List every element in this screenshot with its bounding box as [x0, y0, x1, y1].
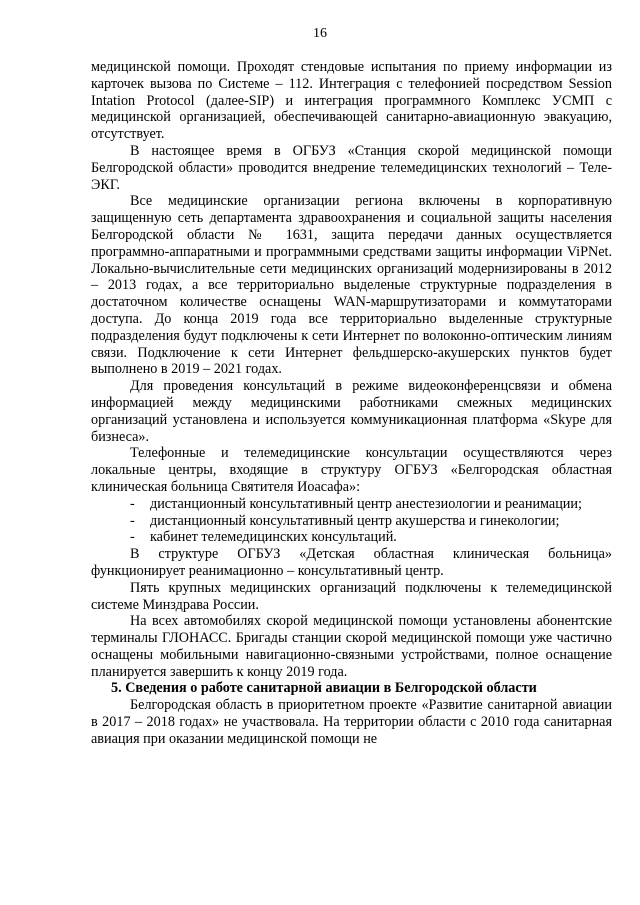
list-item-text: дистанционный консультативный центр анестезиологии и реанимации;	[150, 495, 582, 512]
list-item-text: кабинет телемедицинских консультаций.	[150, 529, 397, 546]
paragraph-local-centers: Телефонные и телемедицинские консультации осуществляются через локальные центры, входящие в структуру ОГБУЗ «Белгородская областная клиническая больница Святителя Иоасафа»:	[91, 445, 612, 495]
paragraph-corporate-network: Все медицинские организации региона включены в корпоративную защищенную сеть департамента здравоохранения и социальной защиты населения Белгородской области № 1631, защита передачи данных осуществляется программно-аппаратными и программными средствами защиты информации ViPNet. Локально-вычислительные сети медицинских организаций модернизированы в 2012 – 2013 годах, а все территориально выделеные структурные подразделения в достаточном количестве оснащены WAN-маршрутизаторами и коммутаторами доступа. До конца 2019 года все территориально выделенные структурные подразделения будут подключены к сети Интернет по волоконно-оптическим линиям связи. Подключение к сети Интернет фельдшерско-акушерских пунктов будет выполнено в 2019 – 2021 годах.	[91, 193, 612, 378]
document-body	[91, 59, 612, 748]
paragraph-children-hospital: В структуре ОГБУЗ «Детская областная клиническая больница» функционирует реанимационно – консультативный центр.	[91, 546, 612, 579]
paragraph-sanitary-aviation: Белгородская область в приоритетном проекте «Развитие санитарной авиации в 2017 – 2018 годах» не участвовала. На территории области с 2010 года санитарная авиация при оказании медицинской помощи не	[91, 697, 612, 747]
list-dash: -	[130, 512, 135, 529]
section-heading: 5. Сведения о работе санитарной авиации в Белгородской области	[111, 680, 537, 697]
paragraph-skype: Для проведения консультаций в режиме видеоконференцсвязи и обмена информацией между медицинскими работниками смежных медицинских организаций установлена и используется коммуникационная платформа «Skype для бизнеса».	[91, 378, 612, 445]
list-item	[91, 529, 612, 546]
paragraph-tele-ecg: В настоящее время в ОГБУЗ «Станция скорой медицинской помощи Белгородской области» проводится внедрение телемедицинских технологий – Теле-ЭКГ.	[91, 142, 612, 193]
paragraph-minzdrav-system: Пять крупных медицинских организаций подключены к телемедицинской системе Минздрава России.	[91, 579, 612, 613]
paragraph-glonass: На всех автомобилях скорой медицинской помощи установлены абонентские терминалы ГЛОНАСС. Бригады станции скорой медицинской помощи уже частично оснащены мобильными навигационно-связными устройствами, полное оснащение планируется завершить к концу 2019 года.	[91, 613, 612, 680]
list-item	[91, 513, 612, 530]
list-dash: -	[130, 529, 135, 546]
paragraph-sip-integration: медицинской помощи. Проходят стендовые испытания по приему информации из карточек вызова по Системе – 112. Интеграция с телефонией посредством Session Intation Protocol (далее-SIP) и интеграция программного Комплекс УСМП с медицинской организацией, обеспечивающей санитарно-авиационную эвакуацию, отсутствует.	[91, 59, 612, 143]
page-number: 16	[313, 26, 327, 41]
list-dash: -	[130, 495, 135, 512]
list-item-text: дистанционный консультативный центр акушерства и гинекологии;	[150, 512, 560, 529]
list-item	[91, 496, 612, 513]
